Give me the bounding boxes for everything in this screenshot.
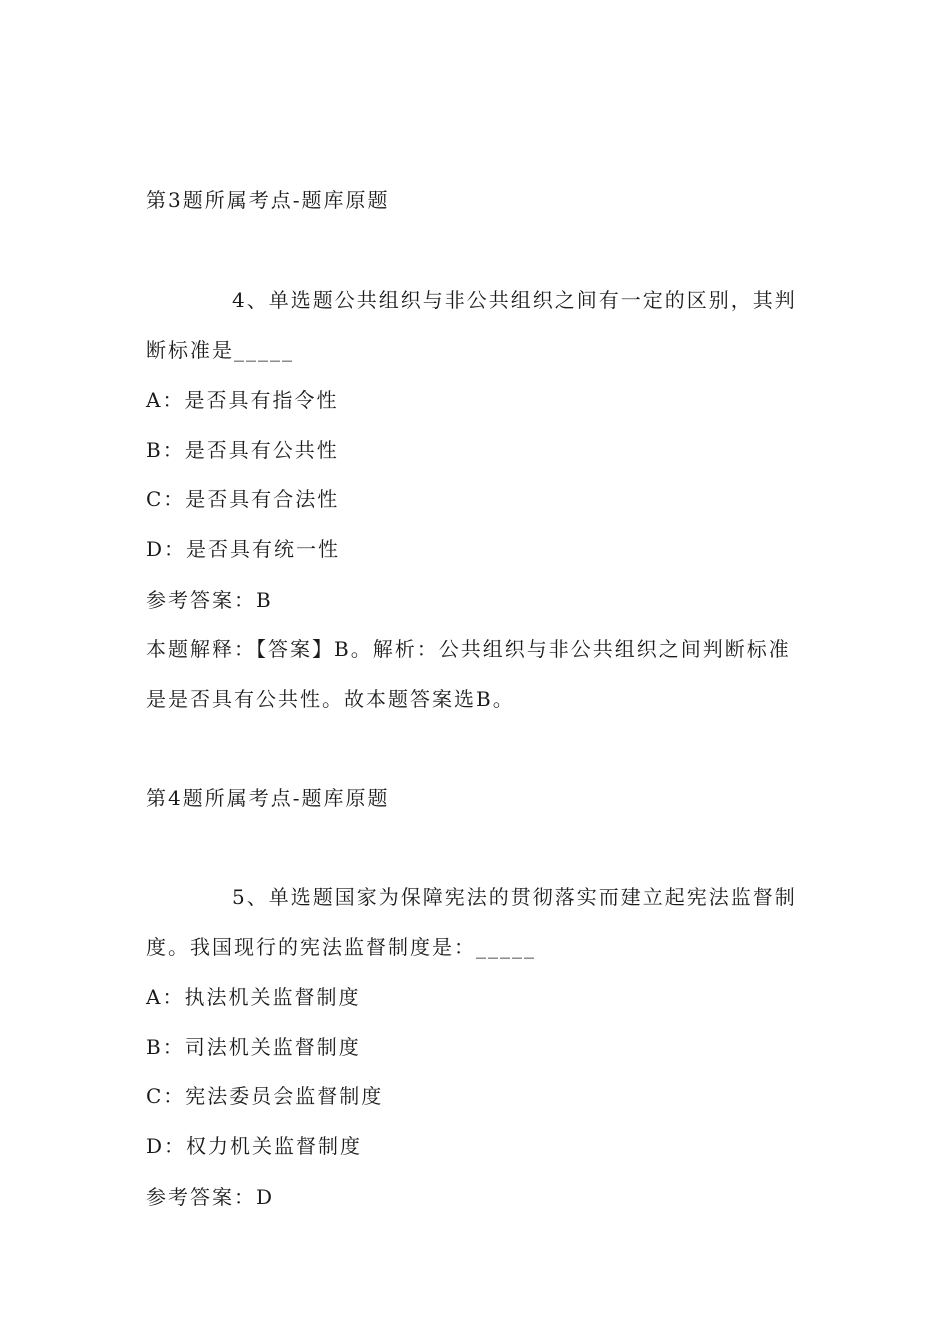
question4-explanation-line1: 本题解释：【答案】B。解析：公共组织与非公共组织之间判断标准 [146, 637, 791, 661]
question4-option-c: C：是否具有合法性 [146, 487, 340, 511]
question4-stem-line2: 断标准是_____ [146, 338, 294, 362]
question4-answer: 参考答案：B [146, 588, 273, 612]
question4-option-a: A：是否具有指令性 [146, 388, 339, 412]
question5-stem-line2: 度。我国现行的宪法监督制度是：_____ [146, 935, 536, 959]
question4-option-d: D：是否具有统一性 [146, 537, 341, 561]
question4-option-b: B：是否具有公共性 [146, 438, 339, 462]
question5-option-d: D：权力机关监督制度 [146, 1134, 363, 1158]
question5-answer: 参考答案：D [146, 1185, 275, 1209]
question4-stem-line1: 4、单选题公共组织与非公共组织之间有一定的区别，其判 [232, 288, 797, 312]
question5-stem-line1: 5、单选题国家为保障宪法的贯彻落实而建立起宪法监督制 [232, 885, 797, 909]
question5-option-c: C：宪法委员会监督制度 [146, 1084, 384, 1108]
question4-explanation-line2: 是是否具有公共性。故本题答案选B。 [146, 687, 515, 711]
section3-point-heading: 第3题所属考点-题库原题 [146, 188, 390, 212]
section4-point-heading: 第4题所属考点-题库原题 [146, 786, 390, 810]
question5-option-a: A：执法机关监督制度 [146, 985, 361, 1009]
question5-option-b: B：司法机关监督制度 [146, 1035, 361, 1059]
